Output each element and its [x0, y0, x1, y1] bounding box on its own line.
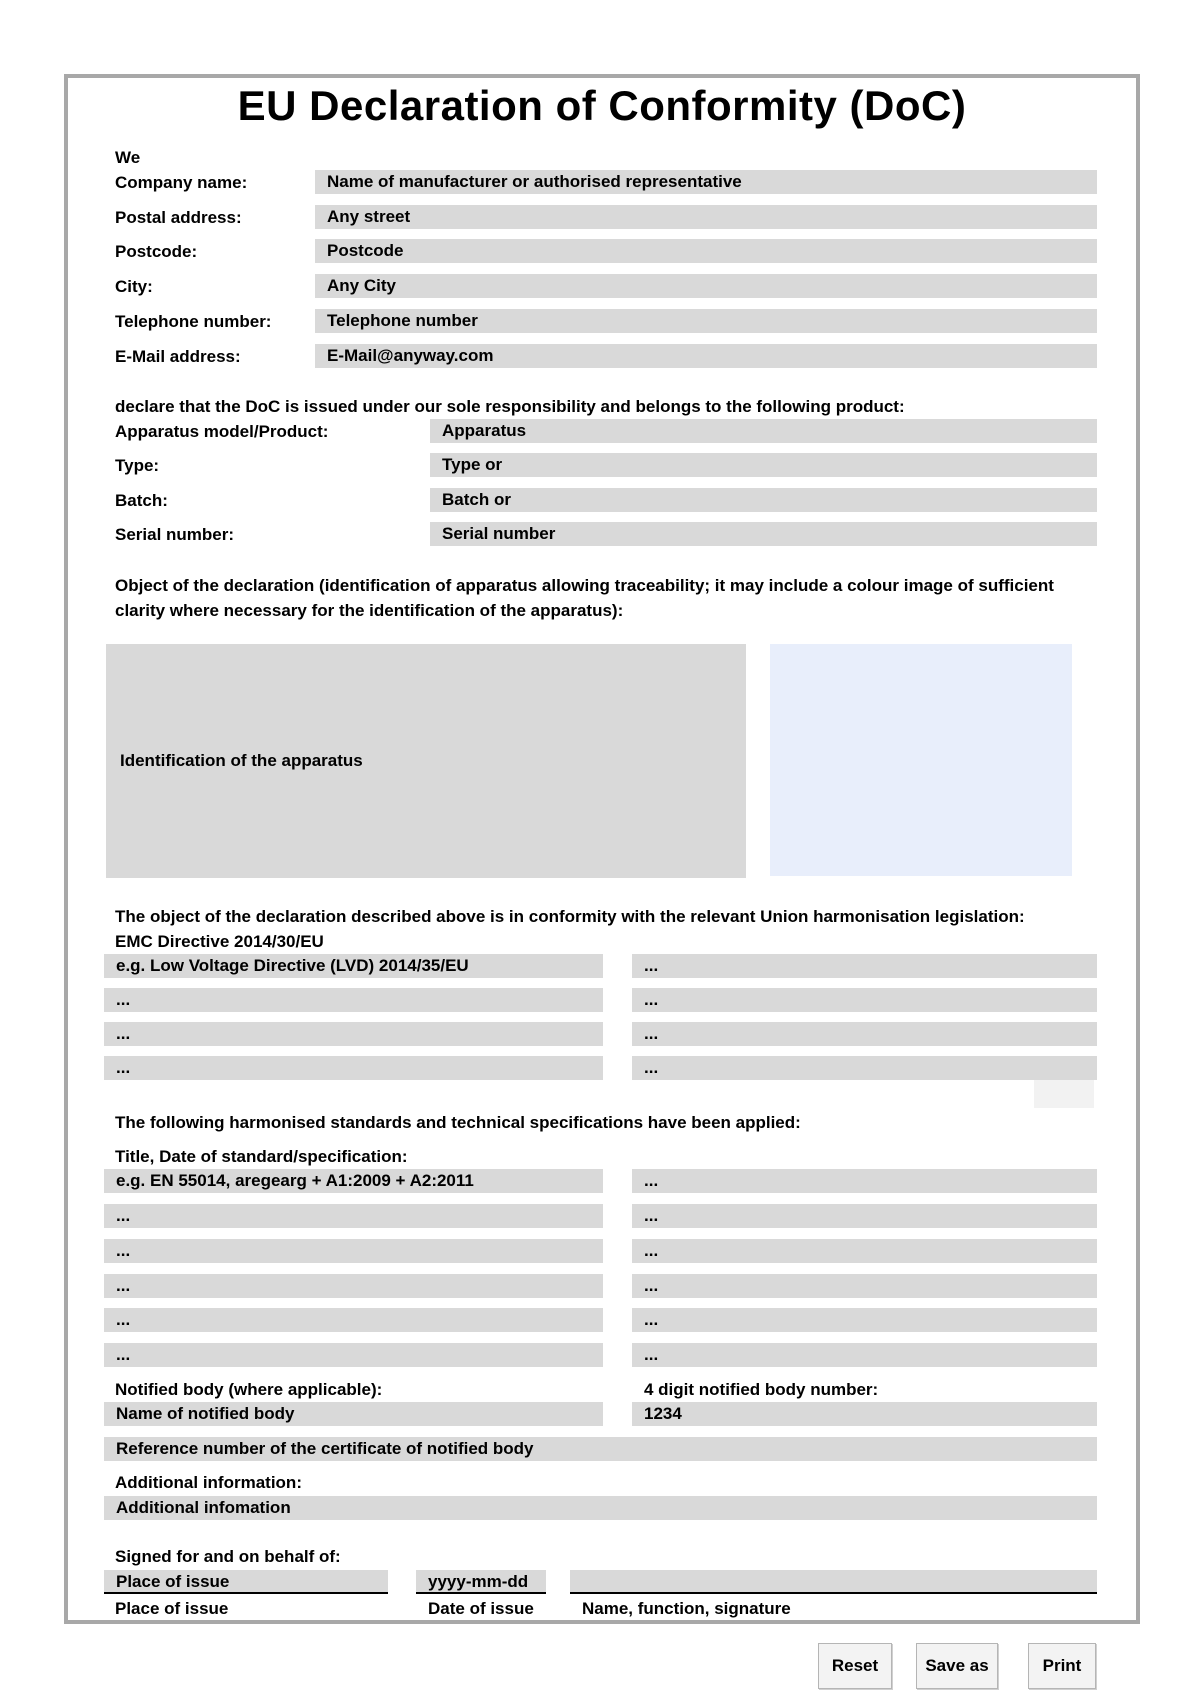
legislation-right-1[interactable]: ...: [632, 954, 1097, 978]
legislation-left-4[interactable]: ...: [104, 1056, 603, 1080]
apparatus-label: Apparatus model/Product:: [115, 422, 329, 441]
extra-field-placeholder[interactable]: [1034, 1080, 1094, 1108]
company-name-field[interactable]: Name of manufacturer or authorised representative: [315, 170, 1097, 194]
reset-button[interactable]: Reset: [818, 1643, 892, 1689]
save-as-button[interactable]: Save as: [916, 1643, 998, 1689]
date-of-issue-field[interactable]: yyyy-mm-dd: [416, 1570, 546, 1594]
standard-right-2[interactable]: ...: [632, 1204, 1097, 1228]
postal-address-label: Postal address:: [115, 208, 242, 227]
additional-info-label: Additional information:: [115, 1473, 302, 1492]
emc-directive-text: EMC Directive 2014/30/EU: [115, 932, 324, 951]
declare-text: declare that the DoC is issued under our sole responsibility and belongs to the following product:: [115, 397, 905, 416]
certificate-reference-field[interactable]: Reference number of the certificate of notified body: [104, 1437, 1097, 1461]
standard-left-5[interactable]: ...: [104, 1308, 603, 1332]
identification-field[interactable]: [106, 644, 746, 878]
company-name-label: Company name:: [115, 173, 248, 192]
city-field[interactable]: Any City: [315, 274, 1097, 298]
notified-body-number-field[interactable]: 1234: [632, 1402, 1097, 1426]
notified-body-number-label: 4 digit notified body number:: [644, 1380, 879, 1399]
date-of-issue-caption: Date of issue: [428, 1599, 534, 1618]
standard-right-4[interactable]: ...: [632, 1274, 1097, 1298]
type-label: Type:: [115, 456, 160, 475]
standard-left-1[interactable]: e.g. EN 55014, aregearg + A1:2009 + A2:2011: [104, 1169, 603, 1193]
postal-address-field[interactable]: Any street: [315, 205, 1097, 229]
we-label: We: [115, 148, 141, 167]
type-field[interactable]: Type or: [430, 453, 1097, 477]
legislation-left-3[interactable]: ...: [104, 1022, 603, 1046]
telephone-field[interactable]: Telephone number: [315, 309, 1097, 333]
identification-text: Identification of the apparatus: [120, 751, 363, 770]
standard-left-6[interactable]: ...: [104, 1343, 603, 1367]
standard-right-6[interactable]: ...: [632, 1343, 1097, 1367]
notified-body-label: Notified body (where applicable):: [115, 1380, 383, 1399]
serial-number-label: Serial number:: [115, 525, 235, 544]
batch-field[interactable]: Batch or: [430, 488, 1097, 512]
standards-text: The following harmonised standards and technical specifications have been applied:: [115, 1113, 801, 1132]
email-field[interactable]: E-Mail@anyway.com: [315, 344, 1097, 368]
apparatus-image-field[interactable]: [770, 644, 1072, 876]
print-button[interactable]: Print: [1028, 1643, 1096, 1689]
conformity-text: The object of the declaration described above is in conformity with the relevant Union harmonisation legislation:: [115, 907, 1025, 926]
place-of-issue-field[interactable]: Place of issue: [104, 1570, 388, 1594]
legislation-right-3[interactable]: ...: [632, 1022, 1097, 1046]
signature-field[interactable]: [570, 1570, 1097, 1594]
postcode-field[interactable]: Postcode: [315, 239, 1097, 263]
standard-right-1[interactable]: ...: [632, 1169, 1097, 1193]
standard-right-3[interactable]: ...: [632, 1239, 1097, 1263]
legislation-left-2[interactable]: ...: [104, 988, 603, 1012]
standards-subheading: Title, Date of standard/specification:: [115, 1147, 408, 1166]
signature-caption: Name, function, signature: [582, 1599, 791, 1618]
place-of-issue-caption: Place of issue: [115, 1599, 229, 1618]
legislation-right-4[interactable]: ...: [632, 1056, 1097, 1080]
apparatus-field[interactable]: Apparatus: [430, 419, 1097, 443]
standard-left-4[interactable]: ...: [104, 1274, 603, 1298]
postcode-label: Postcode:: [115, 242, 198, 261]
signed-label: Signed for and on behalf of:: [115, 1547, 341, 1566]
standard-right-5[interactable]: ...: [632, 1308, 1097, 1332]
legislation-right-2[interactable]: ...: [632, 988, 1097, 1012]
email-label: E-Mail address:: [115, 347, 241, 366]
telephone-label: Telephone number:: [115, 312, 272, 331]
serial-number-field[interactable]: Serial number: [430, 522, 1097, 546]
standard-left-3[interactable]: ...: [104, 1239, 603, 1263]
object-text: Object of the declaration (identification of apparatus allowing traceability; it may include a colour image of sufficient clarity where necessary for the identification of the apparatus):: [115, 576, 1054, 620]
notified-body-name-field[interactable]: Name of notified body: [104, 1402, 603, 1426]
batch-label: Batch:: [115, 491, 168, 510]
additional-info-field[interactable]: Additional infomation: [104, 1496, 1097, 1520]
page-title: EU Declaration of Conformity (DoC): [237, 82, 967, 129]
city-label: City:: [115, 277, 153, 296]
standard-left-2[interactable]: ...: [104, 1204, 603, 1228]
legislation-left-1[interactable]: e.g. Low Voltage Directive (LVD) 2014/35/EU: [104, 954, 603, 978]
